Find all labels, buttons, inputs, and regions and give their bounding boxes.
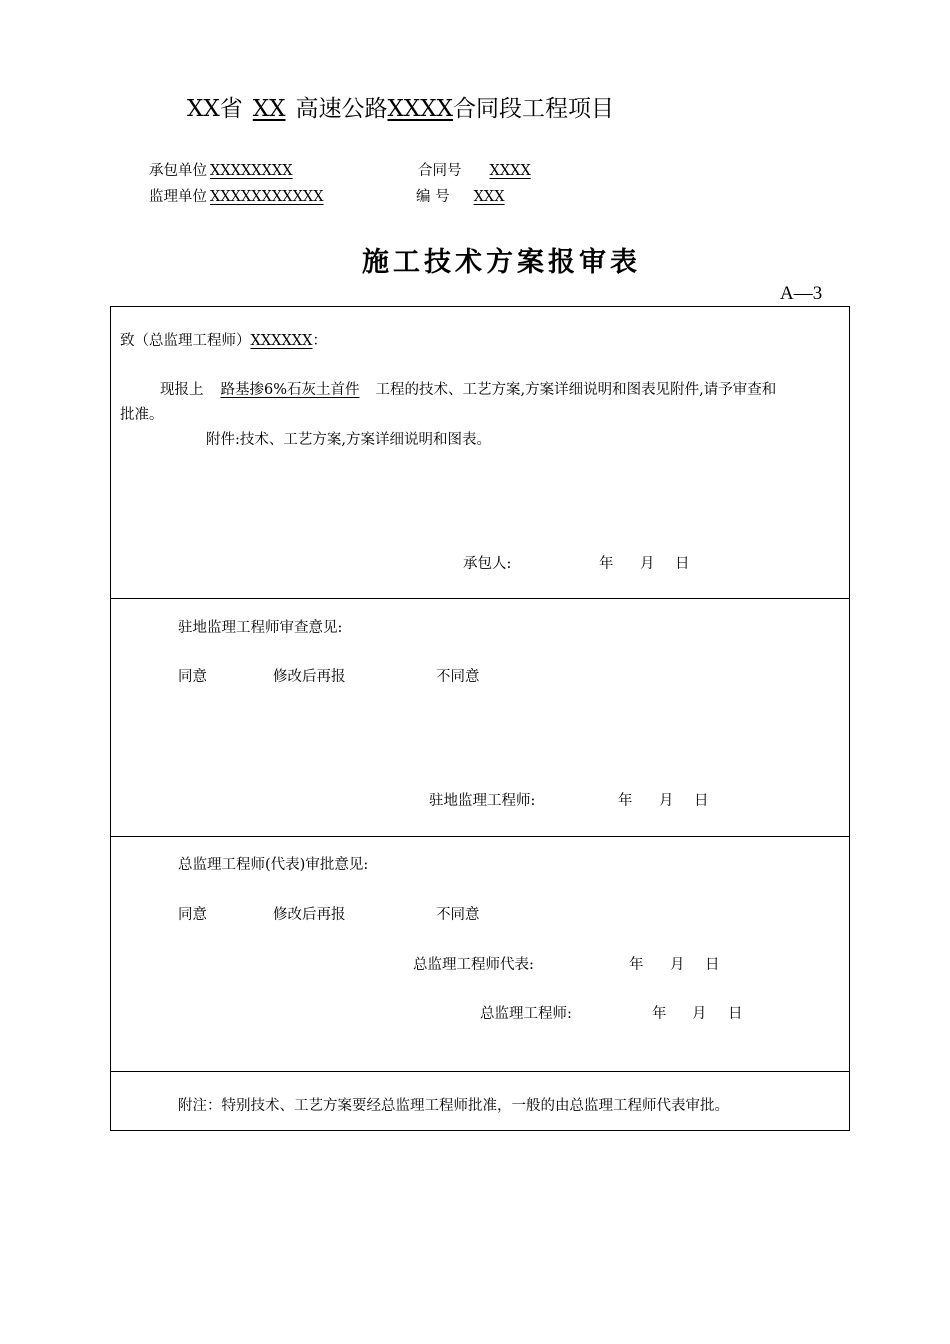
resident-option-revise: 修改后再报: [273, 669, 346, 685]
supervisor-value: XXXXXXXXXXX: [210, 189, 324, 205]
contractor-value: XXXXXXXX: [210, 163, 293, 179]
resident-day-label: 日: [694, 793, 709, 809]
section-divider-2: [110, 836, 850, 837]
contractor-signer-label: 承包人:: [463, 556, 512, 572]
form-title: 施工技术方案报审表: [362, 247, 641, 278]
contractor-label: 承包单位: [149, 163, 207, 179]
contractor-line: [149, 159, 293, 180]
resident-month-label: 月: [659, 793, 674, 809]
contract-no-value: XXXX: [489, 163, 531, 179]
resident-option-disagree: 不同意: [436, 669, 480, 685]
resident-option-agree: 同意: [178, 669, 207, 685]
chief-rep-day-label: 日: [705, 957, 720, 973]
highway-text: 高速公路: [295, 96, 388, 122]
contractor-day-label: 日: [675, 556, 690, 572]
form-code: A—3: [780, 283, 823, 304]
chief-day-label: 日: [728, 1006, 743, 1022]
submission-line: [160, 378, 776, 399]
submission-suffix: 工程的技术、工艺方案,方案详细说明和图表见附件,请予审查和: [375, 382, 777, 398]
submission-line-2: 批准。: [120, 407, 164, 423]
contractor-month-label: 月: [640, 556, 655, 572]
section-text: XXXX: [387, 96, 453, 122]
chief-option-agree: 同意: [178, 907, 207, 923]
resident-review-heading: 驻地监理工程师审查意见:: [178, 620, 343, 636]
chief-rep-month-label: 月: [670, 957, 685, 973]
section-divider-3: [110, 1071, 850, 1072]
contractor-year-label: 年: [599, 556, 614, 572]
serial-label: 编 号: [416, 189, 450, 205]
addressee-suffix: ：: [312, 333, 327, 349]
chief-rep-year-label: 年: [629, 957, 644, 973]
province-text: XX省: [187, 96, 243, 122]
submission-prefix: 现报上: [160, 382, 204, 398]
supervisor-line: [149, 185, 324, 206]
city-text: XX: [252, 96, 286, 122]
resident-year-label: 年: [618, 793, 633, 809]
submission-project: 路基掺6%石灰土首件: [220, 382, 360, 398]
chief-year-label: 年: [652, 1006, 667, 1022]
attachment-line: 附件:技术、工艺方案,方案详细说明和图表。: [206, 432, 491, 448]
contract-no-line: [418, 159, 552, 180]
chief-option-revise: 修改后再报: [273, 907, 346, 923]
serial-value: XXX: [473, 189, 505, 205]
addressee-name: XXXXXX: [250, 333, 313, 349]
addressee-prefix: 致（总监理工程师）: [120, 333, 251, 349]
supervisor-label: 监理单位: [149, 189, 207, 205]
resident-signer-label: 驻地监理工程师:: [429, 793, 536, 809]
project-title: [187, 90, 614, 123]
chief-signer-label: 总监理工程师:: [480, 1006, 572, 1022]
contract-no-label: 合同号: [418, 163, 462, 179]
chief-option-disagree: 不同意: [436, 907, 480, 923]
addressee-line: [120, 329, 327, 350]
serial-line: [416, 185, 532, 206]
chief-month-label: 月: [692, 1006, 707, 1022]
footnote-text: 附注：特别技术、工艺方案要经总监理工程师批准，一般的由总监理工程师代表审批。: [178, 1098, 729, 1114]
chief-rep-signer-label: 总监理工程师代表:: [413, 957, 534, 973]
chief-review-heading: 总监理工程师(代表)审批意见:: [178, 857, 369, 873]
section-divider-1: [110, 598, 850, 599]
project-suffix-text: 合同段工程项目: [453, 96, 614, 122]
